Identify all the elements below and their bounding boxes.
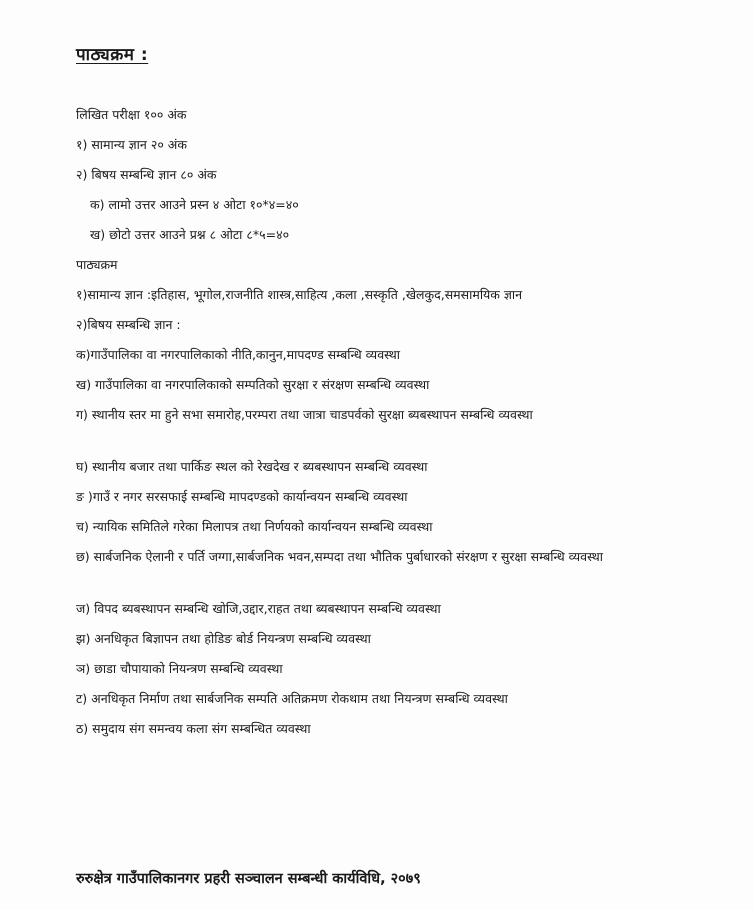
syllabus-item: ट) अनधिकृत निर्माण तथा सार्बजनिक सम्पति अतिक्रमण रोकथाम तथा नियन्त्रण सम्बन्धि व्यवस्था bbox=[76, 691, 508, 706]
syllabus-title: पाठ्यक्रम bbox=[76, 257, 118, 272]
page-title: पाठ्यक्रम : bbox=[76, 45, 149, 65]
exam-part-general: १) सामान्य ज्ञान २० अंक bbox=[76, 137, 187, 152]
exam-part-subject: २) बिषय सम्बन्धि ज्ञान ८० अंक bbox=[76, 167, 217, 182]
syllabus-item: छ) सार्बजनिक ऐलानी र पर्ति जग्गा,सार्बजनिक भवन,सम्पदा तथा भौतिक पुर्बाधारको संरक्षण र सुरक्षा सम्बन्धि व्यवस्था bbox=[76, 549, 603, 564]
syllabus-item: झ) अनधिकृत बिज्ञापन तथा होडिङ बोर्ड नियन्त्रण सम्बन्धि व्यवस्था bbox=[76, 631, 371, 646]
syllabus-item: घ) स्थानीय बजार तथा पार्किङ स्थल को रेखदेख र ब्यबस्थापन सम्बन्धि व्यवस्था bbox=[76, 459, 428, 474]
syllabus-item: ञ) छाडा चौपायाको नियन्त्रण सम्बन्धि व्यवस्था bbox=[76, 661, 283, 676]
exam-part-subject-long: क) लामो उत्तर आउने प्रस्न ४ ओटा १०*४=४० bbox=[90, 197, 299, 212]
syllabus-item: ग) स्थानीय स्तर मा हुने सभा समारोह,परम्परा तथा जात्रा चाडपर्वको सुरक्षा ब्यबस्थापन सम्बन्धि व्यवस्था bbox=[76, 407, 533, 422]
document-footer: रुरुक्षेत्र गाउँपालिकानगर प्रहरी सञ्चालन सम्बन्धी कार्यविधि, २०७९ bbox=[76, 871, 421, 887]
syllabus-item: ठ) समुदाय संग समन्वय कला संग सम्बन्धित व्यवस्था bbox=[76, 721, 311, 736]
exam-part-subject-short: ख) छोटो उत्तर आउने प्रश्न ८ ओटा ८*५=४० bbox=[90, 227, 290, 242]
exam-written-marks: लिखित परीक्षा १०० अंक bbox=[76, 107, 187, 122]
syllabus-item: ख) गाउँपालिका वा नगरपालिकाको सम्पतिको सुरक्षा र संरक्षण सम्बन्धि व्यवस्था bbox=[76, 377, 430, 392]
syllabus-item: ङ )गाउँ र नगर सरसफाई सम्बन्धि मापदण्डको कार्यान्वयन सम्बन्धि व्यवस्था bbox=[76, 489, 408, 504]
syllabus-subject-title: २)बिषय सम्बन्धि ज्ञान : bbox=[76, 317, 181, 332]
syllabus-item: क)गाउँपालिका वा नगरपालिकाको नीति,कानुन,मापदण्ड सम्बन्धि व्यवस्था bbox=[76, 347, 400, 362]
syllabus-item: च) न्यायिक समितिले गरेका मिलापत्र तथा निर्णयको कार्यान्वयन सम्बन्धि व्यवस्था bbox=[76, 519, 433, 534]
syllabus-general-knowledge: १)सामान्य ज्ञान :इतिहास, भूगोल,राजनीति शास्त्र,साहित्य ,कला ,सस्कृति ,खेलकुद,समसामयिक ज्ञान bbox=[76, 287, 523, 302]
syllabus-item: ज) विपद ब्यबस्थापन सम्बन्धि खोजि,उद्दार,राहत तथा ब्यबस्थापन सम्बन्धि व्यवस्था bbox=[76, 601, 441, 616]
